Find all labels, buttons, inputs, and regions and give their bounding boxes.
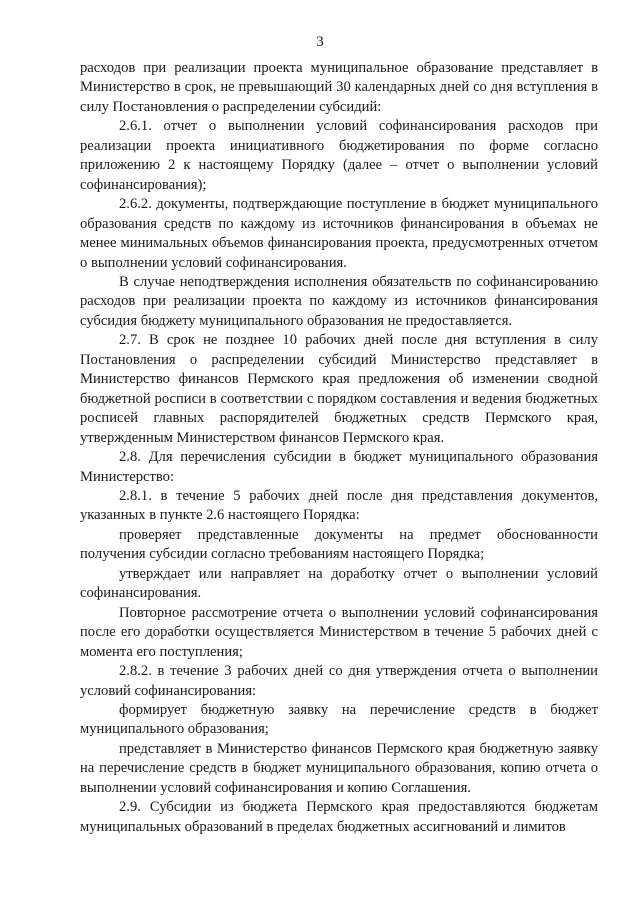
paragraph: 2.7. В срок не позднее 10 рабочих дней после дня вступления в силу Постановления о распределении субсидий Министерство представляет в Министерство финансов Пермского края предложения об изменении сводной бюджетной росписи в соответствии с порядком составления и ведения бюджетных росписей главных распорядителей бюджетных средств Пермского края, утвержденным Министерством финансов Пермского края.: [80, 332, 598, 446]
paragraph: Повторное рассмотрение отчета о выполнении условий софинансирования после его доработки осуществляется Министерством в течение 5 рабочих дней с момента его поступления;: [80, 604, 598, 660]
paragraph: 2.8.1. в течение 5 рабочих дней после дня представления документов, указанных в пункте 2.6 настоящего Порядка:: [80, 487, 598, 524]
page-number: 3: [316, 34, 324, 50]
paragraph: 2.8.2. в течение 3 рабочих дней со дня утверждения отчета о выполнении условий софинансирования:: [80, 663, 598, 699]
paragraph: 2.9. Субсидии из бюджета Пермского края предоставляются бюджетам муниципальных образований в пределах бюджетных ассигнований и лимитов: [80, 799, 598, 835]
paragraph: формирует бюджетную заявку на перечисление средств в бюджет муниципального образования;: [80, 701, 598, 738]
paragraph: 2.6.2. документы, подтверждающие поступление в бюджет муниципального образования средств по каждому из источников финансирования в объемах не менее минимальных объемов финансирования проекта, предусмотренных отчетом о выполнении условий софинансирования.: [80, 196, 598, 271]
paragraph: проверяет представленные документы на предмет обоснованности получения субсидии согласно требованиям настоящего Порядка;: [80, 526, 598, 563]
paragraph: В случае неподтверждения исполнения обязательств по софинансированию расходов при реализации проекта по каждому из источников финансирования субсидия бюджету муниципального образования не предоставляется.: [80, 273, 598, 329]
paragraph: 2.8. Для перечисления субсидии в бюджет муниципального образования Министерство:: [80, 449, 598, 485]
paragraph: представляет в Министерство финансов Пермского края бюджетную заявку на перечисление средств в бюджет муниципального образования, копию отчета о выполнении условий софинансирования и копию Соглашения.: [80, 740, 598, 796]
paragraph: утверждает или направляет на доработку отчет о выполнении условий софинансирования.: [80, 565, 598, 602]
document-body: [80, 59, 598, 837]
paragraph: расходов при реализации проекта муниципальное образование представляет в Министерство в срок, не превышающий 30 календарных дней со дня вступления в силу Постановления о распределении субсидий:: [80, 60, 598, 115]
paragraph: 2.6.1. отчет о выполнении условий софинансирования расходов при реализации проекта инициативного бюджетирования по форме согласно приложению 2 к настоящему Порядку (далее – отчет о выполнении условий софинансирования);: [80, 118, 598, 193]
